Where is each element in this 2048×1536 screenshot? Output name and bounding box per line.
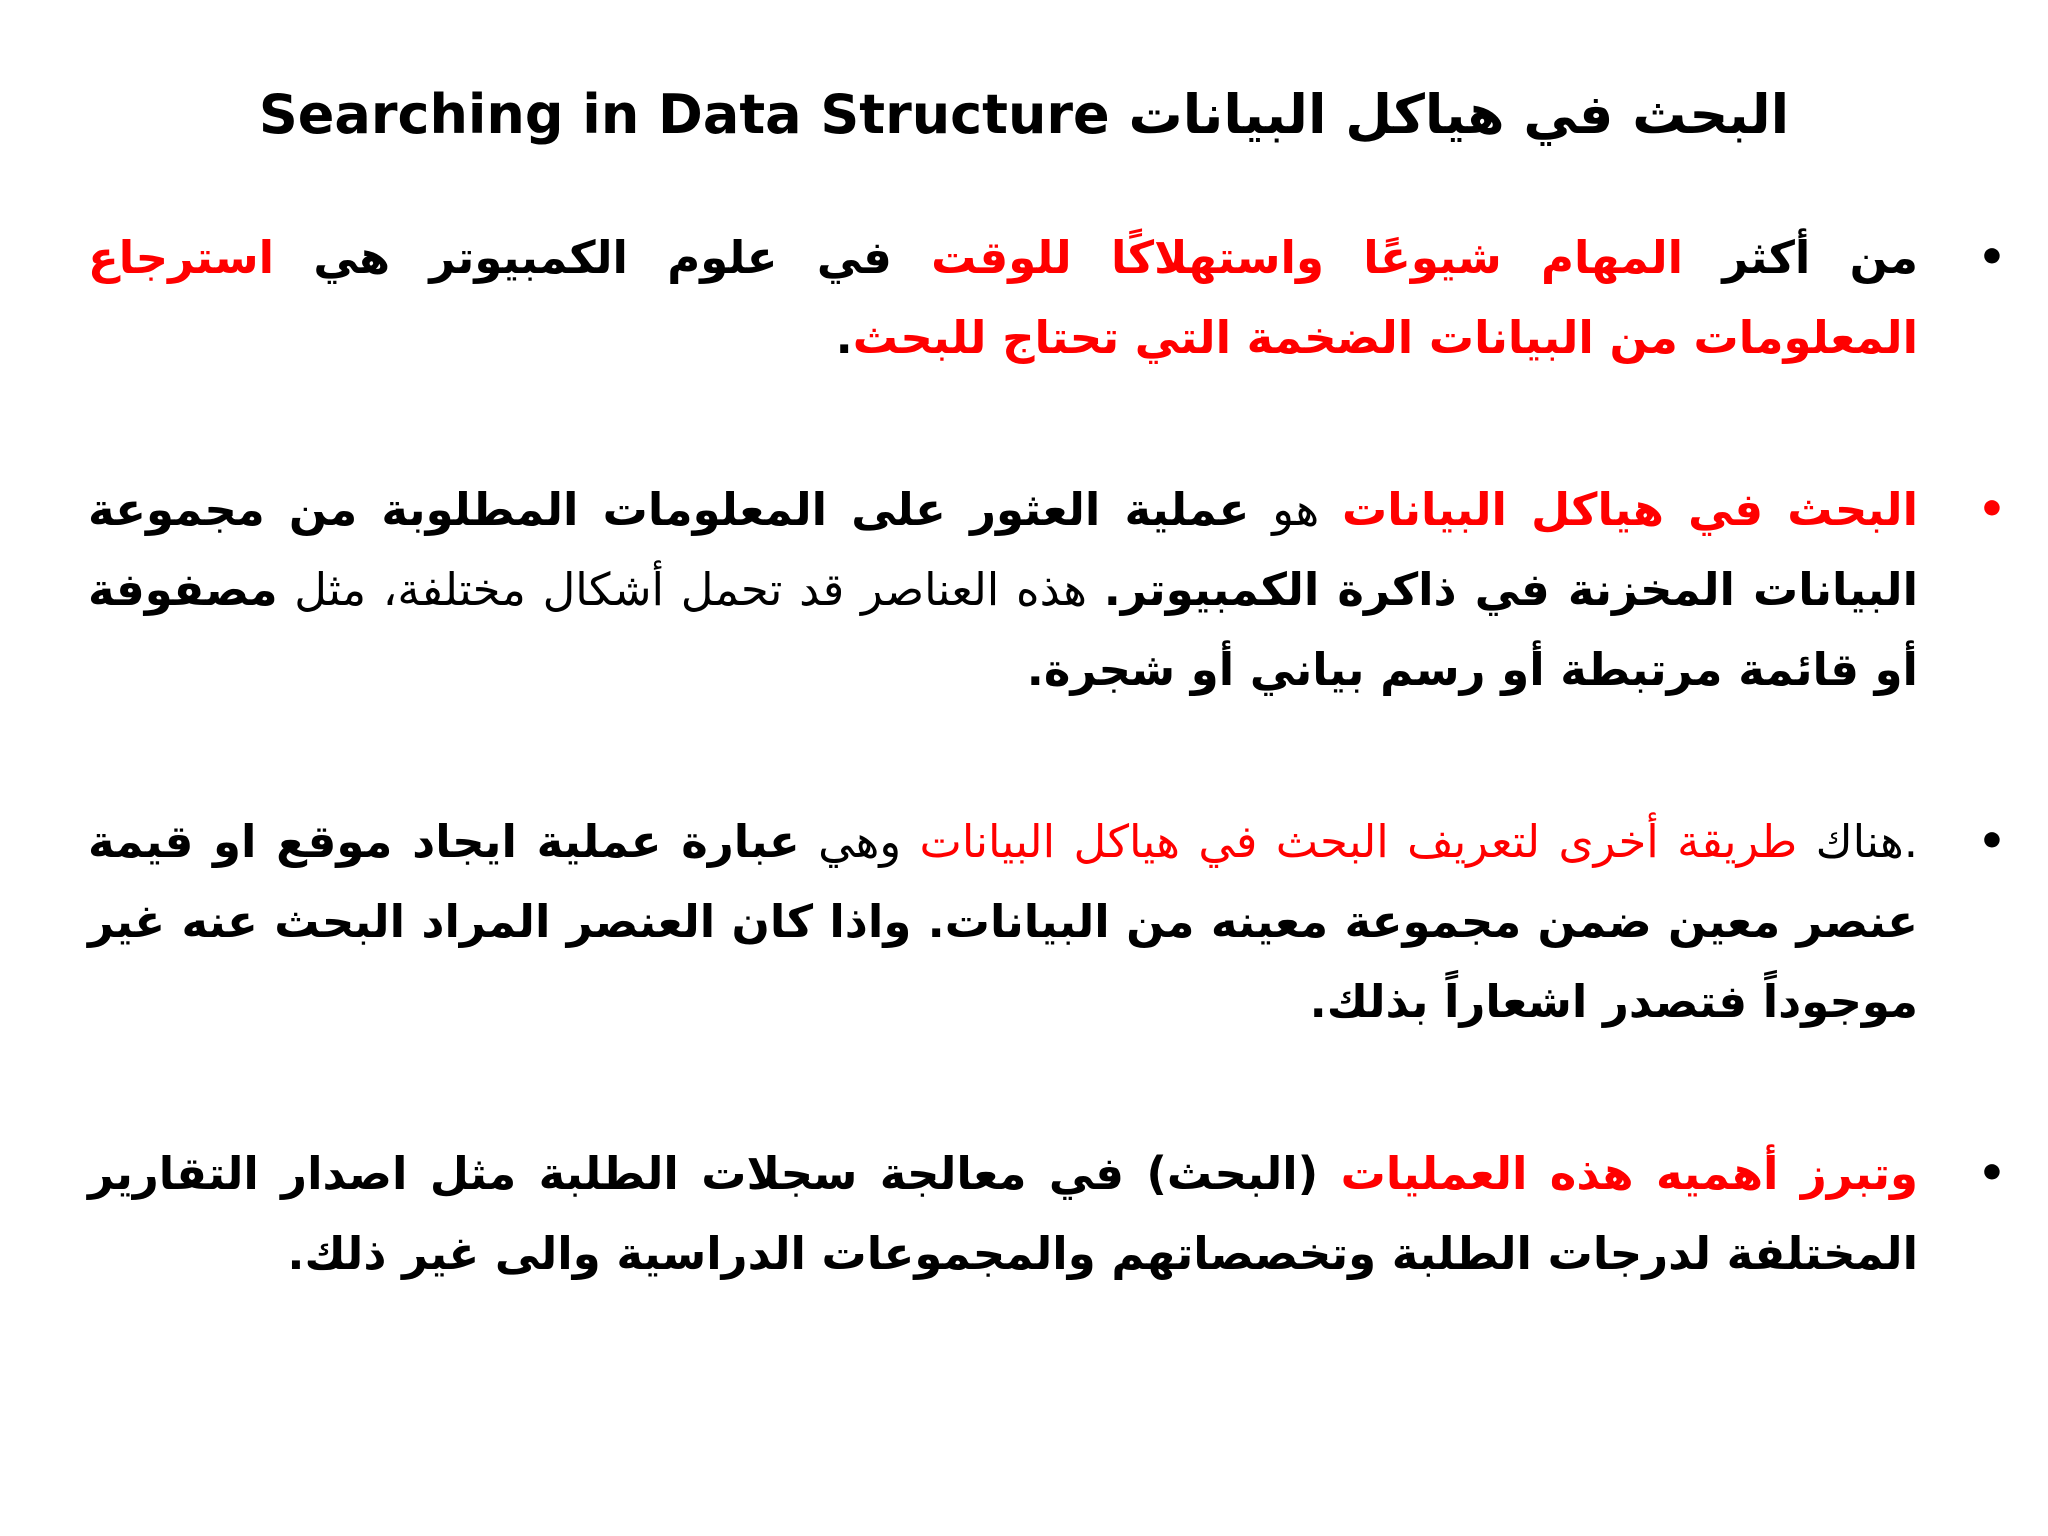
bullet-1-highlight-2: استرجاع المعلومات من البيانات الضخمة التي تحتاج للبحث — [88, 231, 1918, 364]
bullet-1-period: . — [835, 311, 853, 364]
bullet-list — [88, 218, 2018, 1294]
title-arabic: البحث في هياكل البيانات — [1128, 83, 1790, 146]
bullet-item-1 — [88, 218, 2018, 378]
slide-title — [0, 70, 2048, 160]
bullet-1-highlight: المهام شيوعًا واستهلاكًا للوقت — [931, 231, 1684, 284]
bullet-2-examples: مصفوفة أو قائمة مرتبطة أو رسم بياني أو شجرة. — [88, 563, 1918, 696]
bullet-4-text: (البحث) في معالجة سجلات الطلبة مثل اصدار التقارير المختلفة لدرجات الطلبة وتخصصاتهم والمجموعات الدراسية والى غير ذلك. — [88, 1147, 1918, 1280]
bullet-item-3 — [88, 802, 2018, 1042]
bullet-marker: • — [1977, 232, 2006, 283]
title-english: Searching in Data Structure — [258, 83, 1110, 146]
bullet-marker: • — [1977, 1148, 2006, 1199]
bullet-3-text: .هناك — [1797, 815, 1919, 868]
bullet-1-text-2: في علوم الكمبيوتر هي — [274, 231, 932, 284]
bullet-1-text: من أكثر — [1683, 231, 1918, 284]
bullet-2-definition: عملية العثور على المعلومات المطلوبة من مجموعة البيانات المخزنة في ذاكرة الكمبيوتر. — [88, 483, 1918, 616]
bullet-marker: • — [1977, 816, 2006, 867]
bullet-2-highlight: البحث في هياكل البيانات — [1341, 483, 1919, 536]
bullet-4-highlight: وتبرز أهميه هذه العمليات — [1318, 1147, 1918, 1200]
bullet-3-text-2: وهي — [799, 815, 920, 868]
bullet-3-highlight: طريقة أخرى لتعريف البحث في هياكل البيانات — [919, 815, 1798, 868]
bullet-3-definition: عبارة عملية ايجاد موقع او قيمة عنصر معين ضمن مجموعة معينه من البيانات. واذا كان العنصر المراد البحث عنه غير موجوداً فتصدر اشعاراً بذلك. — [88, 815, 1918, 1028]
bullet-marker: • — [1977, 484, 2006, 535]
bullet-item-4 — [88, 1134, 2018, 1294]
bullet-item-2 — [88, 470, 2018, 710]
bullet-2-text-2: هذه العناصر قد تحمل أشكال مختلفة، مثل — [277, 563, 1104, 616]
bullet-2-text: هو — [1249, 483, 1342, 536]
